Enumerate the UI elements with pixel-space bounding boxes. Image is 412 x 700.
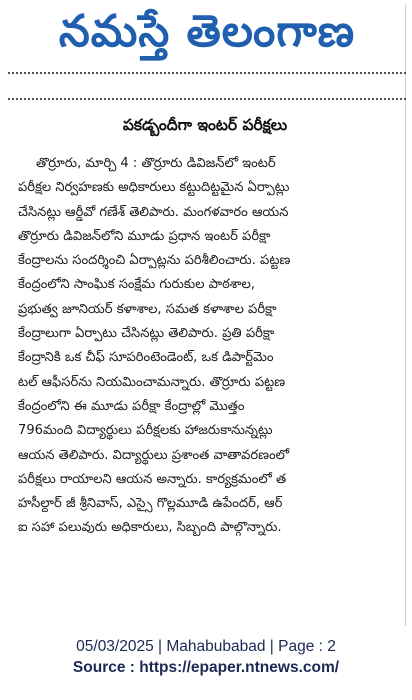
body-line: టల్ ఆఫీసర్‌ను నియమించామన్నారు. తొర్రూరు పట్టణ [18, 374, 286, 390]
publication-info: 05/03/2025 | Mahabubabad | Page : 2 [76, 638, 336, 655]
body-line: పరీక్షల నిర్వహణకు అధికారులు కట్టుదిట్టమైన ఏర్పాట్లు [18, 180, 290, 196]
body-line: 796మంది విద్యార్థులు పరీక్షలకు హాజరుకానున్నట్లు [18, 423, 273, 439]
body-line: కేంద్రంలోని సాంఘిక సంక్షేమ గురుకుల పాఠశాల, [18, 277, 255, 293]
body-line: కేంద్రాలుగా ఏర్పాటు చేసినట్లు తెలిపారు. ప్రతి పరీక్షా [18, 326, 275, 342]
bottom-divider [8, 98, 406, 100]
body-line: కేంద్రంలోని ఈ మూడు పరీక్షా కేంద్రాల్లో మొత్తం [18, 398, 245, 414]
body-line: ఐ సహా పలువురు అధికారులు, సిబ్బంది పాల్గొన్నారు. [18, 520, 282, 536]
body-line: కేంద్రాలను సందర్శించి ఏర్పాట్లను పరిశీలించారు. పట్టణ [18, 253, 291, 269]
body-line: తొర్రూరు డివిజన్‌లోని మూడు ప్రధాన ఇంటర్ పరీక్షా [18, 228, 271, 244]
body-line: చేసినట్లు ఆర్డీవో గణేశ్ తెలిపారు. మంగళవారం ఆయన [18, 204, 289, 220]
article-body [18, 152, 398, 541]
body-line: హసీల్దార్ జీ శ్రీనివాస్, ఎస్సై గొల్లమూడి ఉపేందర్, ఆర్ [18, 496, 283, 512]
body-line: ప్రభుత్వ జూనియర్ కళాశాల, సమత కళాశాల పరీక్షా [18, 301, 277, 317]
newspaper-masthead: నమస్తే తెలంగాణ [58, 6, 356, 57]
clipping-footer [0, 636, 412, 678]
body-line: కేంద్రానికి ఒక చీఫ్ సూపరింటెండెంట్, ఒక డిపార్ట్‌మెం [18, 350, 274, 366]
article-headline: పకడ్బందీగా ఇంటర్ పరీక్షలు [122, 116, 288, 134]
newspaper-clipping [4, 4, 406, 626]
source-link[interactable]: Source : https://epaper.ntnews.com/ [72, 659, 340, 676]
body-line: ఆయన తెలిపారు. విద్యార్థులు ప్రశాంత వాతావరణంలో [18, 447, 290, 463]
body-line: పరీక్షలు రాయాలని ఆయన అన్నారు. కార్యక్రమంలో త [18, 471, 287, 487]
body-line: తొర్రూరు, మార్చి 4 : తొర్రూరు డివిజన్‌లో ఇంటర్ [36, 156, 276, 171]
top-divider [8, 72, 406, 74]
